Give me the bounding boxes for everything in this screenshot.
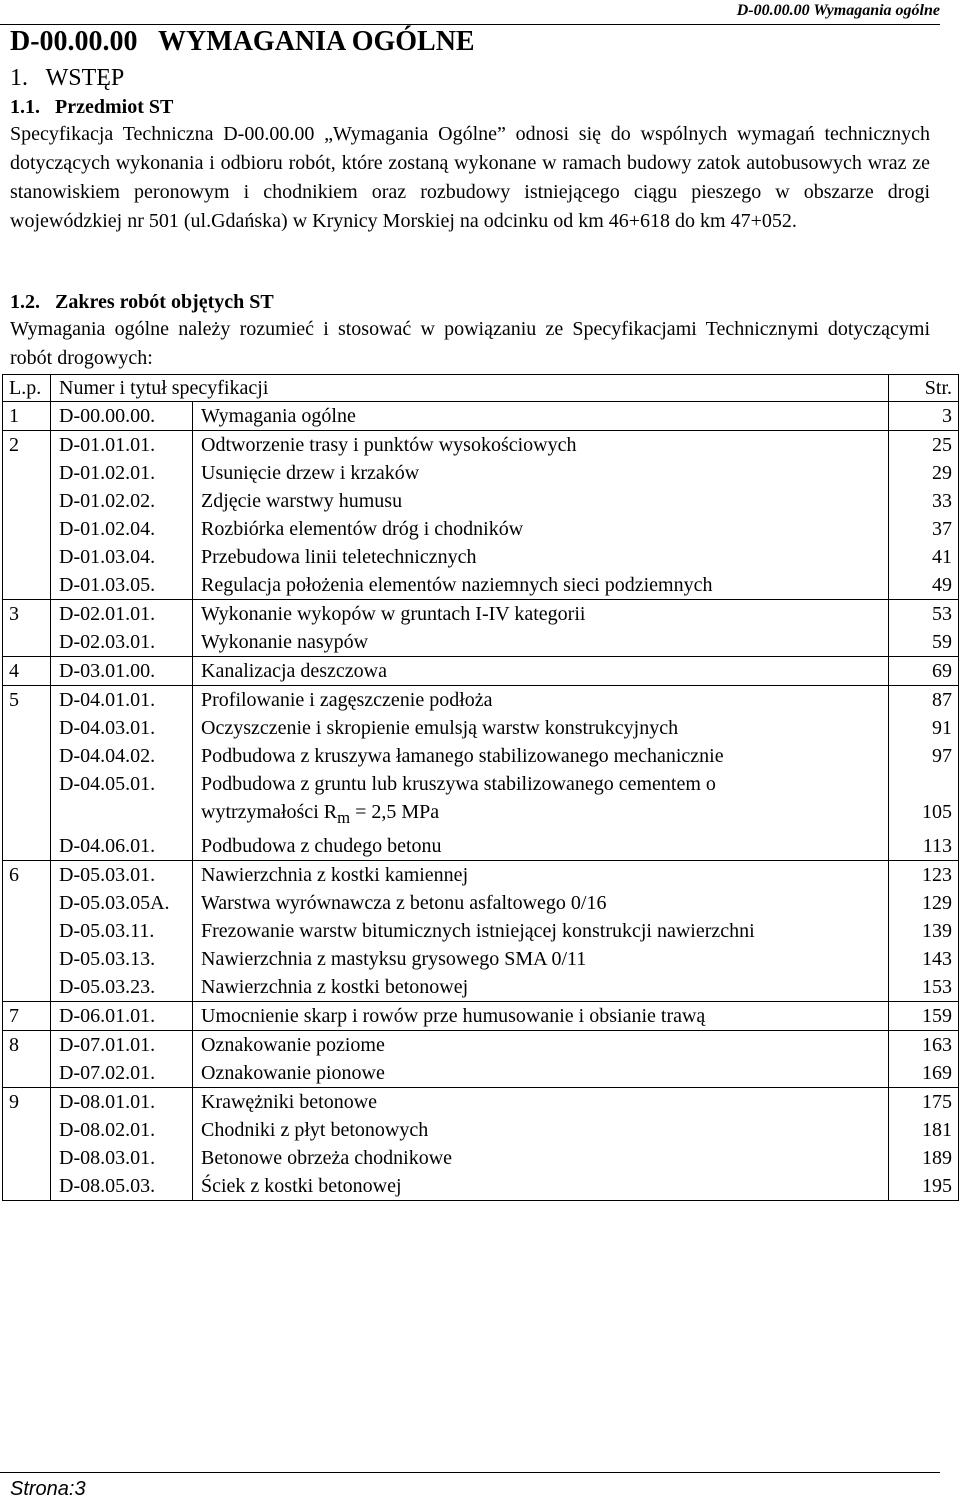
row-spec-code: D-00.00.00. [51, 402, 193, 431]
spec-title-line: Przebudowa linii teletechnicznych [201, 546, 477, 568]
spec-title-line: Oznakowanie poziome [201, 1034, 385, 1056]
spec-title-line: Oczyszczenie i skropienie emulsją warstw konstrukcyjnych [201, 717, 679, 739]
spec-title-line: Rozbiórka elementów dróg i chodników [201, 518, 524, 540]
section-heading-1-2: 1.2. Zakres robót objętych ST [10, 291, 274, 313]
row-page-number: 91 [889, 714, 959, 742]
spec-title-line: Oznakowanie pionowe [201, 1062, 385, 1084]
row-page-number: 41 [889, 543, 959, 571]
paragraph-subject: Specyfikacja Techniczna D-00.00.00 „Wymagania Ogólne” odnosi się do wspólnych wymagań technicznych dotyczących wykonania i odbioru robót, które zostaną wykonane w ramach budowy zatok autobusowych wraz ze stanowiskiem peronowym i chodnikiem oraz rozbudowy istniejącego ciągu pieszego w obszarze drogi wojewódzkiej nr 501 (ul.Gdańska) w Krynicy Morskiej na odcinku od km 46+618 do km 47+052. [10, 123, 930, 232]
row-spec-title [193, 945, 889, 973]
spec-title-line: Krawężniki betonowe [201, 1091, 378, 1113]
table-row [3, 657, 959, 686]
row-lp [3, 917, 51, 945]
row-page-number: 3 [889, 402, 959, 431]
row-spec-title [193, 600, 889, 629]
spec-title-line: Podbudowa z chudego betonu [201, 835, 442, 857]
row-spec-code: D-01.01.01. [51, 431, 193, 460]
row-spec-code: D-01.03.04. [51, 543, 193, 571]
spec-title-line: Nawierzchnia z kostki kamiennej [201, 864, 469, 886]
row-spec-code: D-05.03.01. [51, 861, 193, 890]
row-spec-code: D-04.01.01. [51, 686, 193, 715]
row-spec-title [193, 1144, 889, 1172]
table-row [3, 1031, 959, 1060]
row-page-number: 69 [889, 657, 959, 686]
row-spec-title [193, 742, 889, 770]
header-lp: L.p. [3, 375, 51, 402]
row-spec-title [193, 973, 889, 1002]
spec-title-line: Betonowe obrzeża chodnikowe [201, 1147, 453, 1169]
row-spec-code: D-02.03.01. [51, 628, 193, 657]
spec-title-line: Ściek z kostki betonowej [201, 1175, 402, 1197]
row-spec-code: D-04.05.01. [51, 770, 193, 832]
row-page-number: 153 [889, 973, 959, 1002]
running-header: D-00.00.00 Wymagania ogólne [0, 0, 940, 25]
row-spec-code: D-06.01.01. [51, 1002, 193, 1031]
row-spec-title [193, 628, 889, 657]
page-number: Strona:3 [10, 1478, 86, 1500]
row-page-number: 25 [889, 431, 959, 460]
document-title: D-00.00.00 WYMAGANIA OGÓLNE [10, 26, 475, 57]
row-lp [3, 714, 51, 742]
row-page-number: 29 [889, 459, 959, 487]
row-lp: 4 [3, 657, 51, 686]
row-spec-code: D-07.02.01. [51, 1059, 193, 1088]
table-row [3, 714, 959, 742]
row-lp [3, 1116, 51, 1144]
table-row [3, 1144, 959, 1172]
row-page-number: 123 [889, 861, 959, 890]
row-spec-code: D-08.02.01. [51, 1116, 193, 1144]
row-spec-title [193, 917, 889, 945]
table-row [3, 459, 959, 487]
row-spec-title [193, 1088, 889, 1117]
table-header-row [3, 375, 959, 402]
row-lp [3, 832, 51, 861]
row-page-number: 53 [889, 600, 959, 629]
spec-title-line: Chodniki z płyt betonowych [201, 1119, 429, 1141]
row-page-number: 175 [889, 1088, 959, 1117]
spec-title-line: Wykonanie wykopów w gruntach I-IV kategorii [201, 603, 586, 625]
row-spec-code: D-01.03.05. [51, 571, 193, 600]
row-spec-title [193, 543, 889, 571]
row-page-number: 105 [889, 770, 959, 832]
table-row [3, 686, 959, 715]
row-lp [3, 571, 51, 600]
row-spec-code: D-08.05.03. [51, 1172, 193, 1201]
row-spec-code: D-01.02.04. [51, 515, 193, 543]
row-page-number: 33 [889, 487, 959, 515]
row-page-number: 97 [889, 742, 959, 770]
row-spec-code: D-01.02.02. [51, 487, 193, 515]
row-spec-title [193, 487, 889, 515]
row-page-number: 159 [889, 1002, 959, 1031]
row-spec-title [193, 770, 889, 832]
row-page-number: 129 [889, 889, 959, 917]
row-page-number: 139 [889, 917, 959, 945]
row-lp [3, 1059, 51, 1088]
spec-title-line: wytrzymałości $R_m = 2,5$ MPa [201, 801, 440, 827]
row-spec-title [193, 459, 889, 487]
row-page-number: 195 [889, 1172, 959, 1201]
row-lp [3, 487, 51, 515]
spec-title-line: Warstwa wyrównawcza z betonu asfaltowego 0/16 [201, 892, 607, 914]
table-row [3, 571, 959, 600]
row-page-number: 169 [889, 1059, 959, 1088]
spec-title-line: Odtworzenie trasy i punktów wysokościowych [201, 434, 577, 456]
row-spec-title [193, 686, 889, 715]
row-spec-code: D-03.01.00. [51, 657, 193, 686]
spec-title-line: Regulacja położenia elementów naziemnych sieci podziemnych [201, 574, 713, 596]
table-row [3, 543, 959, 571]
row-page-number: 59 [889, 628, 959, 657]
table-row [3, 487, 959, 515]
row-page-number: 181 [889, 1116, 959, 1144]
row-lp: 3 [3, 600, 51, 629]
table-row [3, 770, 959, 832]
spec-title-line: Podbudowa z gruntu lub kruszywa stabilizowanego cementem o [201, 773, 716, 795]
table-row [3, 889, 959, 917]
row-lp [3, 973, 51, 1002]
row-page-number: 189 [889, 1144, 959, 1172]
table-row [3, 1116, 959, 1144]
spec-title-line: Profilowanie i zagęszczenie podłoża [201, 689, 493, 711]
row-spec-code: D-01.02.01. [51, 459, 193, 487]
table-row [3, 1088, 959, 1117]
row-page-number: 87 [889, 686, 959, 715]
header-title: Numer i tytuł specyfikacji [51, 375, 889, 402]
row-spec-title [193, 1059, 889, 1088]
row-spec-title [193, 515, 889, 543]
row-spec-title [193, 832, 889, 861]
row-lp [3, 1172, 51, 1201]
table-row [3, 917, 959, 945]
table-row [3, 600, 959, 629]
row-spec-code: D-02.01.01. [51, 600, 193, 629]
row-lp: 9 [3, 1088, 51, 1117]
row-page-number: 163 [889, 1031, 959, 1060]
row-lp [3, 459, 51, 487]
row-spec-title [193, 1031, 889, 1060]
row-spec-title [193, 714, 889, 742]
row-spec-code: D-08.03.01. [51, 1144, 193, 1172]
row-spec-code: D-05.03.13. [51, 945, 193, 973]
table-row [3, 832, 959, 861]
row-spec-title [193, 571, 889, 600]
row-lp [3, 1144, 51, 1172]
row-lp: 6 [3, 861, 51, 890]
row-spec-code: D-08.01.01. [51, 1088, 193, 1117]
row-spec-title [193, 889, 889, 917]
row-spec-code: D-05.03.23. [51, 973, 193, 1002]
table-row [3, 1172, 959, 1201]
row-page-number: 113 [889, 832, 959, 861]
row-lp [3, 945, 51, 973]
row-spec-title [193, 861, 889, 890]
table-row [3, 973, 959, 1002]
row-lp [3, 770, 51, 832]
table-row [3, 515, 959, 543]
table-row [3, 945, 959, 973]
row-lp: 7 [3, 1002, 51, 1031]
row-spec-code: D-07.01.01. [51, 1031, 193, 1060]
specifications-table [2, 374, 959, 1201]
row-spec-title [193, 1172, 889, 1201]
row-lp [3, 515, 51, 543]
spec-title-line: Nawierzchnia z mastyksu grysowego SMA 0/11 [201, 948, 587, 970]
spec-title-line: Kanalizacja deszczowa [201, 660, 387, 682]
row-spec-code: D-05.03.11. [51, 917, 193, 945]
section-heading-1: 1. WSTĘP [10, 65, 125, 91]
row-page-number: 49 [889, 571, 959, 600]
table-row [3, 1059, 959, 1088]
table-row [3, 402, 959, 431]
paragraph-scope: Wymagania ogólne należy rozumieć i stosować w powiązaniu ze Specyfikacjami Technicznymi dotyczącymi robót drogowych: [10, 318, 930, 369]
row-lp [3, 742, 51, 770]
row-lp: 8 [3, 1031, 51, 1060]
spec-title-line: Podbudowa z kruszywa łamanego stabilizowanego mechanicznie [201, 745, 724, 767]
row-lp: 1 [3, 402, 51, 431]
table-row [3, 1002, 959, 1031]
row-spec-code: D-05.03.05A. [51, 889, 193, 917]
row-lp [3, 628, 51, 657]
row-spec-code: D-04.03.01. [51, 714, 193, 742]
row-spec-title [193, 431, 889, 460]
table-row [3, 742, 959, 770]
table-row [3, 431, 959, 460]
row-lp [3, 889, 51, 917]
row-spec-code: D-04.06.01. [51, 832, 193, 861]
spec-title-line: Umocnienie skarp i rowów prze humusowanie i obsianie trawą [201, 1005, 706, 1027]
row-spec-title [193, 657, 889, 686]
spec-title-line: Nawierzchnia z kostki betonowej [201, 976, 469, 998]
spec-title-line: Usunięcie drzew i krzaków [201, 462, 420, 484]
row-page-number: 143 [889, 945, 959, 973]
table-row [3, 628, 959, 657]
row-spec-title [193, 1116, 889, 1144]
spec-title-line: Wymagania ogólne [201, 405, 356, 427]
row-lp: 2 [3, 431, 51, 460]
row-spec-title [193, 1002, 889, 1031]
section-heading-1-1: 1.1. Przedmiot ST [10, 96, 174, 118]
row-lp: 5 [3, 686, 51, 715]
spec-title-line: Frezowanie warstw bitumicznych istniejącej konstrukcji nawierzchni [201, 920, 755, 942]
row-spec-title [193, 402, 889, 431]
spec-title-line: Wykonanie nasypów [201, 631, 369, 653]
row-page-number: 37 [889, 515, 959, 543]
spec-title-line: Zdjęcie warstwy humusu [201, 490, 403, 512]
row-lp [3, 543, 51, 571]
row-spec-code: D-04.04.02. [51, 742, 193, 770]
table-row [3, 861, 959, 890]
footer-divider [0, 1472, 940, 1473]
header-page: Str. [889, 375, 959, 402]
